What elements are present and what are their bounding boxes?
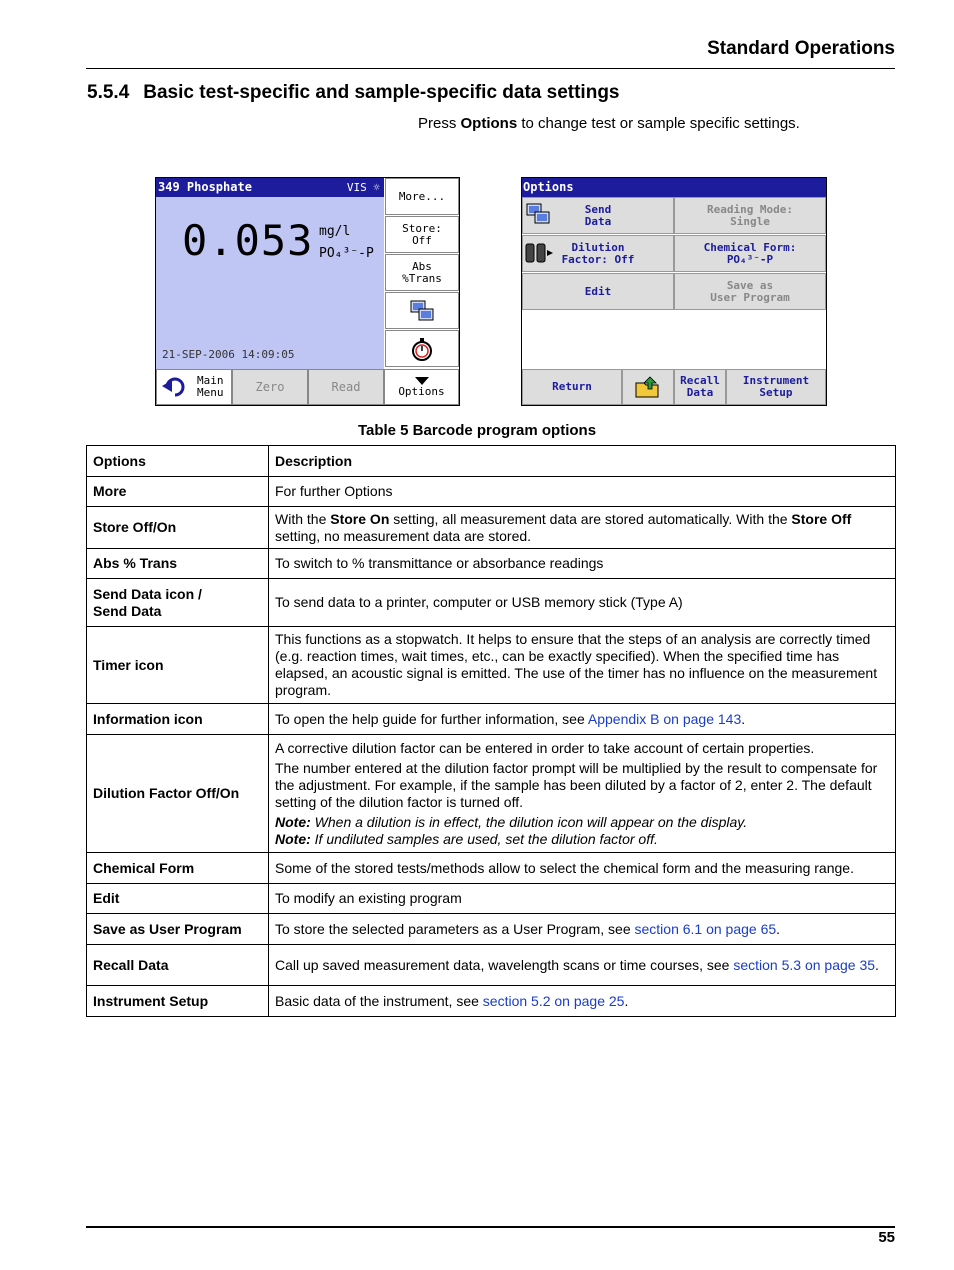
reading-mode-label: Reading Mode: Single — [706, 202, 794, 228]
more-label: More... — [398, 189, 446, 203]
note-text: If undiluted samples are used, set the dilution factor off. — [310, 830, 658, 847]
section-number: 5.5.4 — [87, 82, 130, 103]
intro-after: to change test or sample specific settings. — [517, 115, 800, 132]
table-row — [87, 945, 896, 986]
option-cell: Recall Data — [87, 945, 269, 986]
table-row — [87, 704, 896, 735]
note-label: Note: — [275, 813, 311, 830]
chevron-down-icon — [415, 377, 429, 385]
send-data-option[interactable] — [522, 197, 674, 234]
header-options: Options — [87, 446, 269, 477]
send-data-button[interactable] — [385, 292, 459, 329]
timer-icon — [410, 336, 434, 362]
instrument-label: Instrument Setup — [742, 374, 810, 399]
store-button[interactable] — [385, 216, 459, 253]
back-arrow-icon — [161, 376, 189, 398]
table-row — [87, 477, 896, 507]
edit-option[interactable] — [522, 273, 674, 310]
option-cell: Dilution Factor Off/On — [87, 735, 269, 853]
desc-text: . — [875, 956, 879, 973]
dilution-label: Dilution Factor: Off — [561, 240, 635, 266]
reading-value: 0.053 — [182, 216, 314, 265]
desc-text: . — [776, 920, 781, 937]
option-cell: Timer icon — [87, 627, 269, 704]
option-cell: Instrument Setup — [87, 986, 269, 1017]
chemical-form-option[interactable] — [674, 235, 826, 272]
table-row — [87, 735, 896, 853]
timer-button[interactable] — [385, 330, 459, 367]
zero-button[interactable] — [232, 369, 308, 405]
option-cell: Chemical Form — [87, 853, 269, 884]
description-cell — [269, 986, 896, 1017]
main-menu-label: Main Menu — [197, 374, 224, 399]
section-heading — [87, 82, 620, 104]
recall-label: Recall Data — [680, 374, 720, 399]
option-cell: Store Off/On — [87, 507, 269, 549]
dilution-factor-option[interactable] — [522, 235, 674, 272]
section-title: Basic test-specific and sample-specific data settings — [143, 82, 620, 103]
option-cell: More — [87, 477, 269, 507]
description-cell: To modify an existing program — [269, 884, 896, 914]
table-row — [87, 853, 896, 884]
send-data-icon — [409, 299, 435, 323]
note-label: Note: — [275, 830, 311, 847]
header-description: Description — [269, 446, 896, 477]
desc-bold: Store Off — [791, 510, 852, 527]
desc-text: Basic data of the instrument, see — [275, 992, 483, 1009]
running-header: Standard Operations — [707, 38, 895, 59]
more-button[interactable] — [385, 178, 459, 215]
options-button[interactable] — [384, 369, 459, 405]
read-button[interactable] — [308, 369, 384, 405]
description-cell: To switch to % transmittance or absorbance readings — [269, 549, 896, 579]
save-user-label: Save as User Program — [710, 278, 790, 304]
option-cell: Edit — [87, 884, 269, 914]
vis-label: VIS — [346, 181, 367, 194]
lamp-icon: ☼ — [373, 181, 380, 194]
footer-rule — [86, 1226, 895, 1228]
description-cell — [269, 507, 896, 549]
desc-text: Call up saved measurement data, wavelength scans or time courses, see — [275, 956, 734, 973]
options-screen — [521, 177, 827, 406]
table-row — [87, 627, 896, 704]
abs-trans-label: Abs %Trans — [402, 259, 442, 285]
reading-unit: mg/l — [319, 224, 351, 239]
desc-text: To open the help guide for further information, see — [275, 710, 588, 727]
recall-data-button[interactable] — [674, 369, 726, 405]
instrument-setup-button[interactable] — [726, 369, 826, 405]
table-row — [87, 884, 896, 914]
desc-text: . — [624, 992, 629, 1009]
intro-before: Press — [418, 115, 461, 132]
table-header-row — [87, 446, 896, 477]
option-cell: Abs % Trans — [87, 549, 269, 579]
note-text: When a dilution is in effect, the dilution icon will appear on the display. — [310, 813, 748, 830]
program-title-bar — [156, 178, 384, 197]
table-row — [87, 549, 896, 579]
option-line: Send Data — [93, 602, 162, 619]
main-menu-button[interactable] — [156, 369, 232, 405]
desc-paragraph: A corrective dilution factor can be entered in order to take account of certain properties. — [275, 739, 815, 756]
reading-mode-option[interactable] — [674, 197, 826, 234]
desc-bold: Store On — [330, 510, 390, 527]
options-title: Options — [523, 180, 574, 194]
option-cell: Information icon — [87, 704, 269, 735]
table-row — [87, 914, 896, 945]
description-cell: For further Options — [269, 477, 896, 507]
read-label: Read — [331, 380, 361, 394]
return-label: Return — [552, 380, 592, 393]
page-number: 55 — [878, 1229, 895, 1246]
option-cell — [87, 579, 269, 627]
intro-bold: Options — [460, 115, 518, 132]
vis-indicator — [347, 178, 380, 197]
options-title-bar — [522, 178, 826, 197]
desc-text: . — [741, 710, 746, 727]
section-5-2-link[interactable]: section 5.2 on page 25 — [482, 992, 625, 1009]
chemical-form-label: Chemical Form: PO₄³⁻-P — [703, 240, 797, 266]
description-cell: To send data to a printer, computer or USB memory stick (Type A) — [269, 579, 896, 627]
store-label: Store: Off — [402, 221, 442, 247]
table-row — [87, 579, 896, 627]
intro-text — [418, 115, 800, 132]
options-table — [86, 445, 896, 1017]
folder-button[interactable] — [622, 369, 674, 405]
folder-icon — [634, 375, 662, 399]
description-cell — [269, 945, 896, 986]
options-label: Options — [398, 384, 445, 398]
program-title: 349 Phosphate — [158, 180, 252, 194]
description-cell — [269, 914, 896, 945]
description-cell — [269, 704, 896, 735]
bottom-bar — [156, 369, 459, 405]
save-user-program-option[interactable] — [674, 273, 826, 310]
reading-display — [156, 178, 384, 369]
zero-label: Zero — [255, 380, 285, 394]
return-button[interactable] — [522, 369, 622, 405]
description-cell: This functions as a stopwatch. It helps to ensure that the steps of an analysis are correctly timed (e.g. reaction times, wait times, etc., can be exactly specified). When the specified time has elapsed, an acoustic signal is emitted. The use of the timer has no influence on the measurement program. — [269, 627, 896, 704]
description-cell — [269, 735, 896, 853]
option-line: Send Data icon / — [93, 585, 202, 602]
desc-text: setting, all measurement data are stored automatically. With the — [389, 510, 792, 527]
header-rule — [86, 68, 895, 69]
section-6-1-link[interactable]: section 6.1 on page 65 — [634, 920, 777, 937]
desc-text: To store the selected parameters as a User Program, see — [275, 920, 635, 937]
table-caption: Table 5 Barcode program options — [357, 422, 597, 439]
edit-label: Edit — [584, 284, 612, 298]
section-5-3-link[interactable]: section 5.3 on page 35 — [733, 956, 876, 973]
desc-text: setting, no measurement data are stored. — [275, 527, 532, 544]
description-cell: Some of the stored tests/methods allow to select the chemical form and the measuring range. — [269, 853, 896, 884]
table-row — [87, 507, 896, 549]
desc-paragraph: The number entered at the dilution factor prompt will be multiplied by the result to compensate for the adjustment. For example, if the sample has been diluted by a factor of 2, enter 2. The default setting of the dilution factor is turned off. — [275, 759, 878, 810]
note — [275, 814, 889, 848]
table-row — [87, 986, 896, 1017]
chemical-form: PO₄³⁻-P — [319, 246, 374, 261]
option-cell: Save as User Program — [87, 914, 269, 945]
abs-trans-button[interactable] — [385, 254, 459, 291]
appendix-b-link[interactable]: Appendix B on page 143 — [587, 710, 742, 727]
measurement-screen — [155, 177, 460, 406]
desc-text: With the — [275, 510, 331, 527]
send-data-label: Send Data — [584, 202, 612, 228]
timestamp: 21-SEP-2006 14:09:05 — [162, 348, 295, 361]
send-data-icon — [525, 202, 551, 226]
dilution-icon — [525, 240, 555, 266]
